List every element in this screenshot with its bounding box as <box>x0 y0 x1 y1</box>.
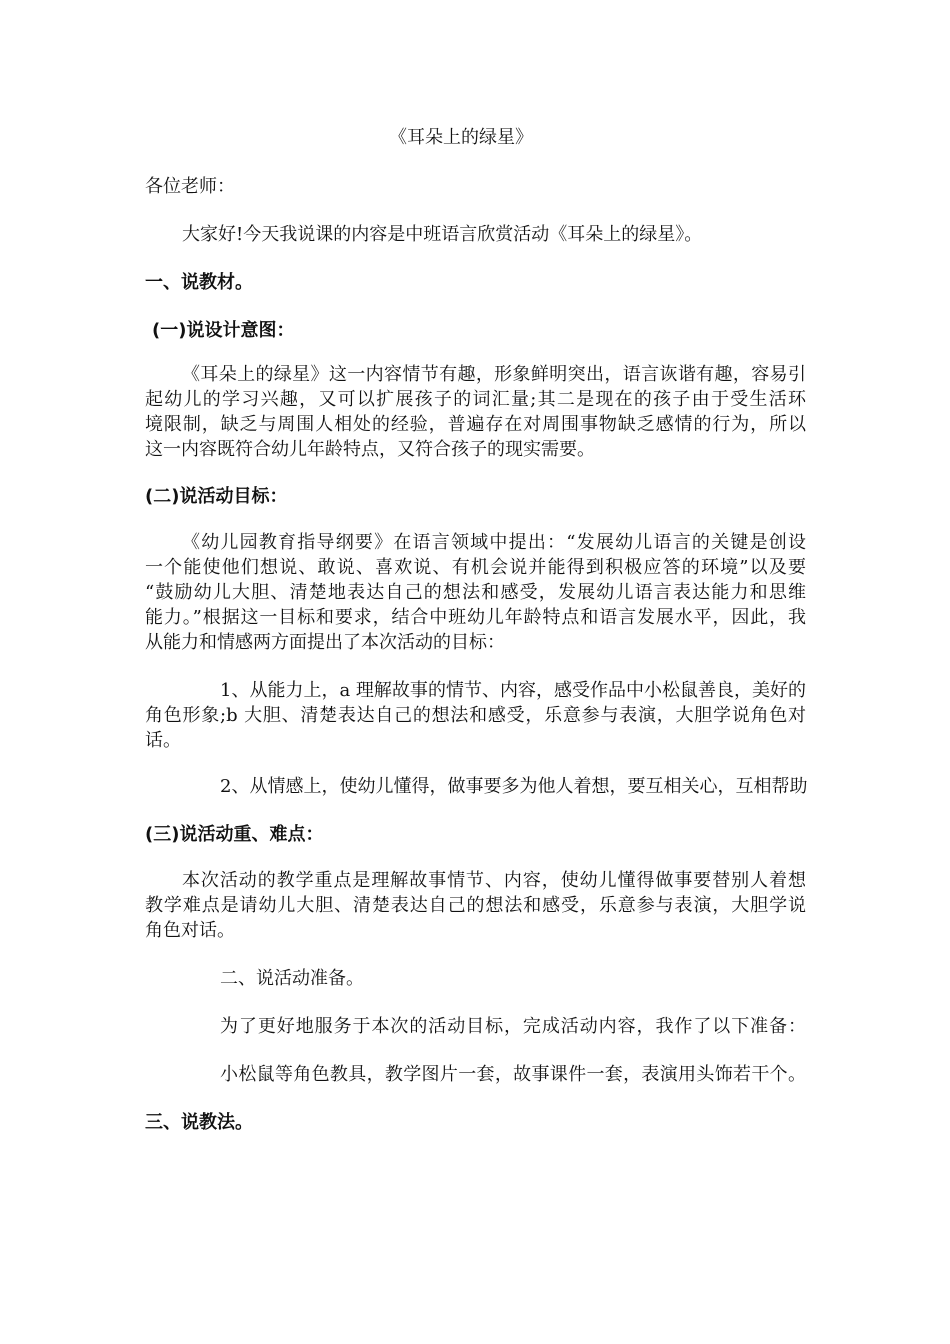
paragraph-line: 境限制，缺乏与周围人相处的经验，普遍存在对周围事物缺乏感情的行为，所以 <box>145 414 806 435</box>
paragraph-line: 《幼儿园教育指导纲要》在语言领域中提出：“发展幼儿语言的关键是创设 <box>182 532 806 553</box>
paragraph-line: 一个能使他们想说、敢说、喜欢说、有机会说并能得到积极应答的环境”以及要 <box>145 557 806 578</box>
paragraph-line: 《耳朵上的绿星》这一内容情节有趣，形象鲜明突出，语言诙谐有趣，容易引 <box>182 364 806 385</box>
goal-1-line: 1、从能力上，a 理解故事的情节、内容，感受作品中小松鼠善良，美好的 <box>220 680 806 701</box>
document-title: 《耳朵上的绿星》 <box>389 127 533 148</box>
preparation-paragraph: 为了更好地服务于本次的活动目标，完成活动内容，我作了以下准备： <box>220 1016 806 1037</box>
subsection-2-heading: (二)说活动目标： <box>145 486 288 507</box>
preparation-items: 小松鼠等角色教具，教学图片一套，故事课件一套，表演用头饰若干个。 <box>220 1064 806 1085</box>
greeting: 各位老师： <box>145 176 235 197</box>
paragraph-line: 本次活动的教学重点是理解故事情节、内容，使幼儿懂得做事要替别人着想 <box>182 870 806 891</box>
intro-paragraph: 大家好!今天我说课的内容是中班语言欣赏活动《耳朵上的绿星》。 <box>182 224 703 245</box>
section-3-heading: 三、说教法。 <box>145 1112 253 1133</box>
section-2-heading: 二、说活动准备。 <box>220 968 364 989</box>
paragraph-line: 能力。”根据这一目标和要求，结合中班幼儿年龄特点和语言发展水平，因此，我 <box>145 607 806 628</box>
paragraph-line: 这一内容既符合幼儿年龄特点，又符合孩子的现实需要。 <box>145 439 595 460</box>
paragraph-line: 起幼儿的学习兴趣，又可以扩展孩子的词汇量;其二是现在的孩子由于受生活环 <box>145 389 806 410</box>
goal-1-line: 话。 <box>145 730 181 751</box>
goal-2-line: 2、从情感上，使幼儿懂得，做事要多为他人着想，要互相关心，互相帮助 <box>220 776 808 797</box>
paragraph-line: “鼓励幼儿大胆、清楚地表达自己的想法和感受，发展幼儿语言表达能力和思维 <box>145 582 806 603</box>
paragraph-line: 角色对话。 <box>145 920 235 941</box>
paragraph-line: 从能力和情感两方面提出了本次活动的目标： <box>145 632 505 653</box>
subsection-3-heading: (三)说活动重、难点： <box>145 824 324 845</box>
section-1-heading: 一、说教材。 <box>145 272 253 293</box>
goal-1-line: 角色形象;b 大胆、清楚表达自己的想法和感受，乐意参与表演，大胆学说角色对 <box>145 705 806 726</box>
paragraph-line: 教学难点是请幼儿大胆、清楚表达自己的想法和感受，乐意参与表演，大胆学说 <box>145 895 806 916</box>
subsection-1-heading: (一)说设计意图： <box>152 320 295 341</box>
